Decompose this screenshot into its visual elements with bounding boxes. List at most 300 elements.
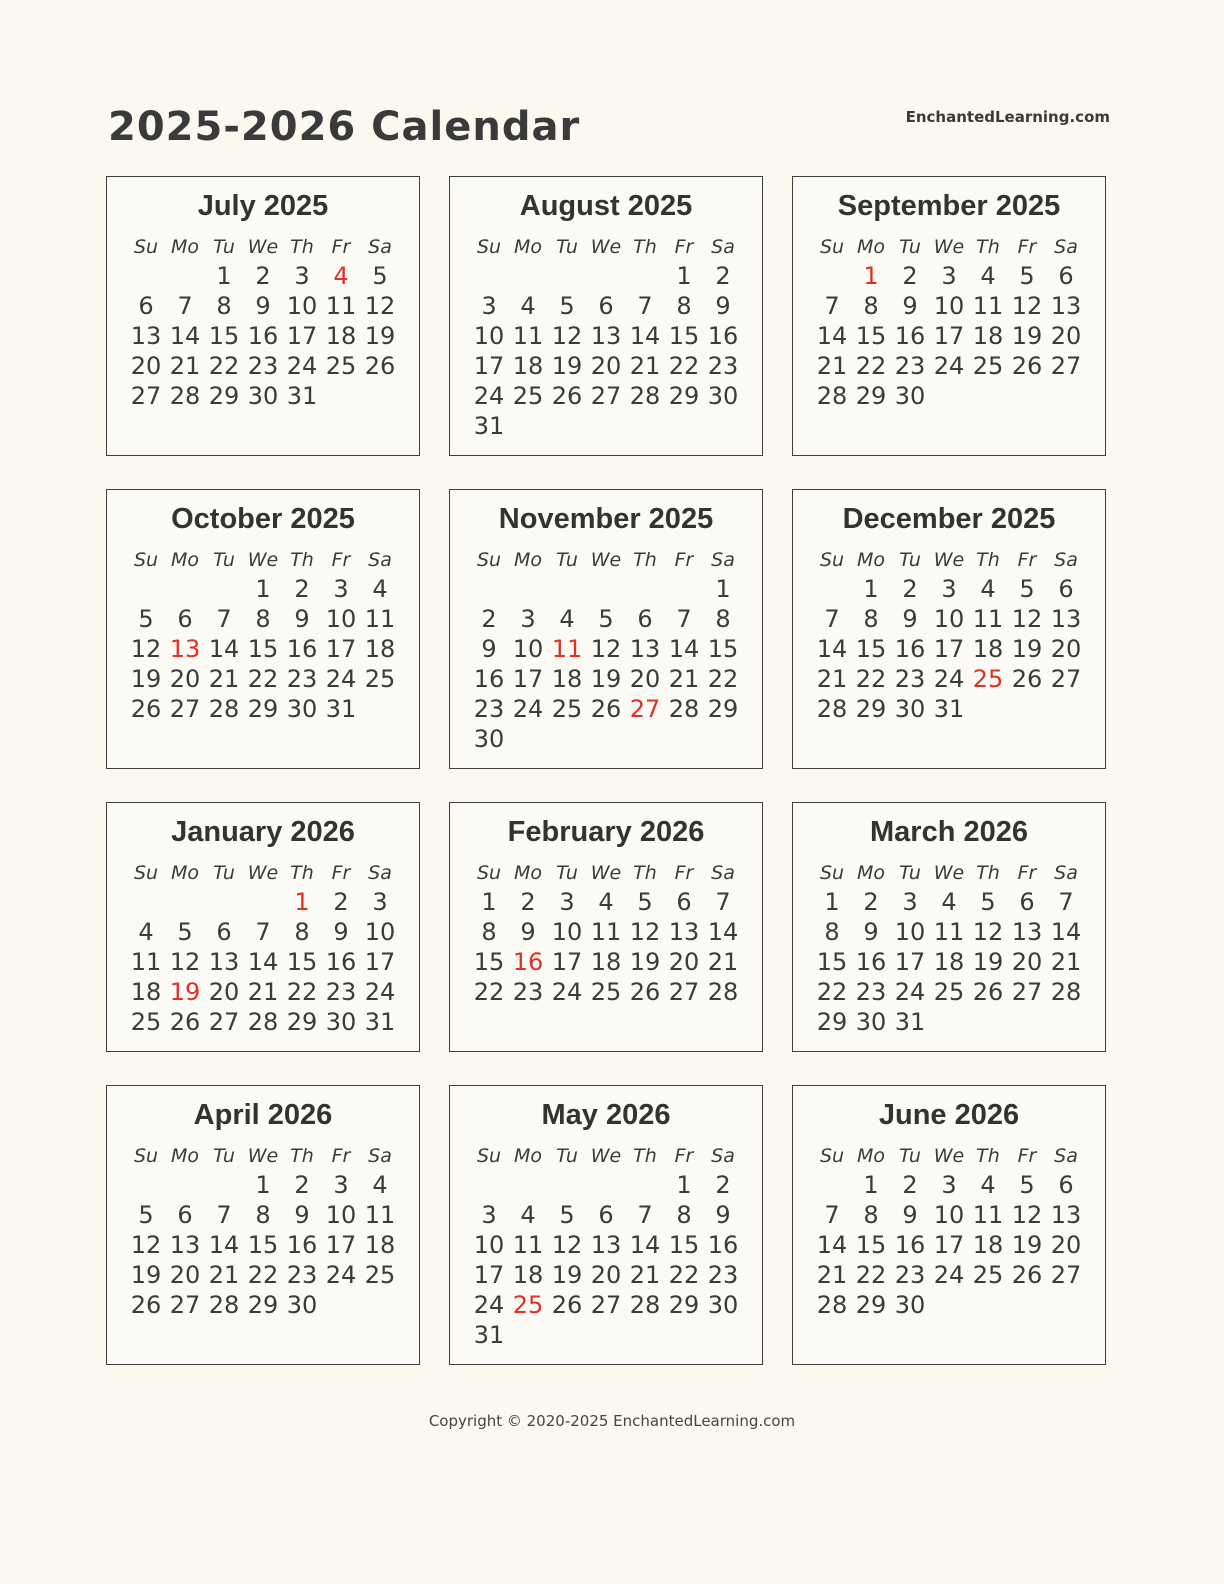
day-cell: 19 [629,948,661,976]
week-row [470,321,743,351]
day-cell: 26 [1011,1261,1043,1289]
day-cell: 11 [972,1201,1004,1229]
day-cell: 6 [1019,888,1035,916]
month-table [127,233,400,411]
day-cell: 2 [294,575,310,603]
weekday-label: Su [819,549,845,571]
day-cell: 2 [520,888,536,916]
day-cell: 15 [668,322,700,350]
week-row [813,261,1086,291]
day-cell: 12 [590,635,622,663]
month-table [470,1142,743,1350]
day-cell: 27 [590,382,622,410]
week-row [813,887,1086,917]
month-october-2025 [106,489,420,769]
day-cell: 28 [1050,978,1082,1006]
day-cell: 5 [138,1201,154,1229]
empty-cell [548,574,587,604]
weekday-label: Su [133,862,159,884]
weekday-label: We [247,862,279,884]
day-cell: 14 [707,918,739,946]
empty-cell [1008,694,1047,724]
day-cell: 5 [1019,1171,1035,1199]
week-row [813,1200,1086,1230]
empty-cell [930,1290,969,1320]
weekday-label: Mo [513,1145,543,1167]
day-cell: 30 [855,1008,887,1036]
weekday-label: Th [290,549,314,571]
week-row [813,947,1086,977]
month-september-2025 [792,176,1106,456]
empty-cell [665,574,704,604]
week-row [470,694,743,724]
weekday-header-row [813,546,1086,574]
day-cell: 9 [294,605,310,633]
month-july-2025 [106,176,420,456]
day-cell: 2 [715,1171,731,1199]
empty-cell [1047,1007,1086,1037]
empty-cell [704,411,743,441]
week-row [127,887,400,917]
months-grid [106,176,1108,1365]
month-november-2025 [449,489,763,769]
empty-cell [322,1290,361,1320]
holiday-day-cell: 1 [863,262,879,290]
day-cell: 2 [902,575,918,603]
day-cell: 26 [551,382,583,410]
week-row [813,351,1086,381]
empty-cell [205,574,244,604]
empty-cell [361,1290,400,1320]
day-cell: 3 [520,605,536,633]
day-cell: 30 [894,382,926,410]
day-cell: 28 [816,695,848,723]
day-cell: 28 [668,695,700,723]
empty-cell [813,261,852,291]
month-april-2026 [106,1085,420,1365]
day-cell: 27 [1050,1261,1082,1289]
day-cell: 7 [715,888,731,916]
day-cell: 6 [138,292,154,320]
empty-cell [127,574,166,604]
day-cell: 11 [512,1231,544,1259]
day-cell: 20 [1050,322,1082,350]
week-row [470,351,743,381]
day-cell: 23 [512,978,544,1006]
empty-cell [813,1170,852,1200]
empty-cell [626,411,665,441]
day-cell: 14 [208,635,240,663]
month-table [470,859,743,1007]
day-cell: 18 [364,1231,396,1259]
day-cell: 10 [473,1231,505,1259]
day-cell: 16 [286,1231,318,1259]
day-cell: 13 [590,1231,622,1259]
day-cell: 12 [551,322,583,350]
day-cell: 2 [902,262,918,290]
empty-cell [1047,381,1086,411]
weekday-label: Tu [556,549,578,571]
weekday-label: Fr [1017,1145,1037,1167]
day-cell: 12 [169,948,201,976]
day-cell: 2 [255,262,271,290]
day-cell: 4 [980,575,996,603]
weekday-label: Su [819,862,845,884]
day-cell: 3 [941,575,957,603]
day-cell: 20 [1050,635,1082,663]
week-row [127,351,400,381]
day-cell: 28 [208,1291,240,1319]
day-cell: 24 [325,665,357,693]
day-cell: 28 [816,382,848,410]
day-cell: 19 [1011,322,1043,350]
day-cell: 12 [1011,292,1043,320]
day-cell: 25 [551,695,583,723]
day-cell: 23 [707,1261,739,1289]
empty-cell [969,1290,1008,1320]
day-cell: 27 [208,1008,240,1036]
month-title: January 2026 [171,816,355,848]
day-cell: 18 [512,1261,544,1289]
empty-cell [1008,1290,1047,1320]
weekday-label: Tu [213,236,235,258]
month-title: August 2025 [519,190,693,222]
day-cell: 20 [668,948,700,976]
day-cell: 29 [855,382,887,410]
weekday-label: Sa [1054,549,1078,571]
day-cell: 11 [972,605,1004,633]
day-cell: 22 [668,1261,700,1289]
day-cell: 27 [1050,352,1082,380]
day-cell: 10 [894,918,926,946]
week-row [470,1170,743,1200]
day-cell: 16 [325,948,357,976]
day-cell: 26 [590,695,622,723]
day-cell: 25 [590,978,622,1006]
week-row [127,694,400,724]
day-cell: 5 [372,262,388,290]
empty-cell [509,1320,548,1350]
day-cell: 8 [863,1201,879,1229]
day-cell: 5 [559,1201,575,1229]
week-row [470,1290,743,1320]
weekday-label: Su [819,1145,845,1167]
weekday-label: We [247,1145,279,1167]
day-cell: 9 [863,918,879,946]
week-row [127,947,400,977]
weekday-label: Su [133,236,159,258]
weekday-label: Th [290,236,314,258]
weekday-label: Mo [170,549,200,571]
day-cell: 23 [894,352,926,380]
day-cell: 14 [629,322,661,350]
day-cell: 1 [676,1171,692,1199]
day-cell: 10 [473,322,505,350]
day-cell: 27 [1050,665,1082,693]
weekday-label: Th [633,862,657,884]
weekday-label: Fr [331,1145,351,1167]
day-cell: 18 [130,978,162,1006]
day-cell: 2 [715,262,731,290]
empty-cell [587,1170,626,1200]
day-cell: 18 [972,322,1004,350]
weekday-label: Tu [899,549,921,571]
empty-cell [704,724,743,754]
day-cell: 19 [1011,1231,1043,1259]
day-cell: 23 [855,978,887,1006]
day-cell: 23 [247,352,279,380]
day-cell: 28 [816,1291,848,1319]
day-cell: 12 [1011,1201,1043,1229]
day-cell: 31 [473,412,505,440]
day-cell: 28 [707,978,739,1006]
day-cell: 19 [130,665,162,693]
day-cell: 21 [208,1261,240,1289]
day-cell: 9 [902,1201,918,1229]
day-cell: 30 [286,1291,318,1319]
day-cell: 17 [933,635,965,663]
day-cell: 24 [933,1261,965,1289]
day-cell: 28 [169,382,201,410]
empty-cell [361,381,400,411]
week-row [813,917,1086,947]
day-cell: 15 [473,948,505,976]
day-cell: 22 [247,1261,279,1289]
weekday-label: Tu [556,862,578,884]
weekday-label: Th [633,236,657,258]
weekday-label: Tu [556,1145,578,1167]
day-cell: 30 [707,1291,739,1319]
week-row [470,977,743,1007]
empty-cell [930,1007,969,1037]
empty-cell [587,411,626,441]
weekday-label: Fr [674,1145,694,1167]
week-row [470,917,743,947]
day-cell: 14 [629,1231,661,1259]
weekday-label: Mo [170,236,200,258]
weekday-label: Sa [711,1145,735,1167]
day-cell: 15 [247,1231,279,1259]
empty-cell [548,1320,587,1350]
day-cell: 23 [894,665,926,693]
weekday-label: We [590,549,622,571]
day-cell: 16 [286,635,318,663]
day-cell: 13 [169,1231,201,1259]
day-cell: 24 [933,352,965,380]
empty-cell [361,694,400,724]
day-cell: 14 [208,1231,240,1259]
weekday-label: Mo [856,1145,886,1167]
empty-cell [626,1170,665,1200]
day-cell: 22 [473,978,505,1006]
day-cell: 6 [216,918,232,946]
empty-cell [470,261,509,291]
day-cell: 5 [177,918,193,946]
weekday-label: We [933,862,965,884]
week-row [813,1170,1086,1200]
weekday-label: Su [133,1145,159,1167]
weekday-label: Sa [711,862,735,884]
day-cell: 22 [855,352,887,380]
week-row [470,381,743,411]
weekday-label: Th [290,862,314,884]
day-cell: 15 [816,948,848,976]
holiday-day-cell: 13 [169,635,201,663]
day-cell: 15 [855,322,887,350]
week-row [813,634,1086,664]
weekday-label: Tu [213,549,235,571]
empty-cell [509,261,548,291]
weekday-label: Mo [513,236,543,258]
weekday-label: Fr [1017,549,1037,571]
weekday-header-row [813,859,1086,887]
day-cell: 2 [481,605,497,633]
weekday-header-row [127,1142,400,1170]
day-cell: 7 [637,1201,653,1229]
weekday-label: Su [476,862,502,884]
week-row [813,291,1086,321]
day-cell: 10 [933,292,965,320]
month-table [470,546,743,754]
day-cell: 12 [364,292,396,320]
week-row [813,664,1086,694]
day-cell: 1 [216,262,232,290]
day-cell: 16 [855,948,887,976]
month-august-2025 [449,176,763,456]
weekday-label: We [590,1145,622,1167]
day-cell: 21 [169,352,201,380]
day-cell: 21 [1050,948,1082,976]
day-cell: 30 [247,382,279,410]
empty-cell [205,887,244,917]
empty-cell [127,887,166,917]
empty-cell [930,381,969,411]
day-cell: 20 [590,1261,622,1289]
day-cell: 21 [816,665,848,693]
day-cell: 11 [590,918,622,946]
empty-cell [587,724,626,754]
day-cell: 15 [668,1231,700,1259]
day-cell: 21 [208,665,240,693]
day-cell: 5 [559,292,575,320]
day-cell: 10 [325,1201,357,1229]
day-cell: 13 [590,322,622,350]
day-cell: 9 [715,1201,731,1229]
day-cell: 21 [247,978,279,1006]
day-cell: 3 [481,292,497,320]
day-cell: 24 [286,352,318,380]
day-cell: 18 [972,1231,1004,1259]
day-cell: 26 [130,1291,162,1319]
day-cell: 20 [590,352,622,380]
day-cell: 16 [894,1231,926,1259]
month-june-2026 [792,1085,1106,1365]
week-row [127,1230,400,1260]
day-cell: 25 [512,382,544,410]
day-cell: 26 [364,352,396,380]
empty-cell [587,574,626,604]
empty-cell [587,1320,626,1350]
day-cell: 15 [855,1231,887,1259]
holiday-day-cell: 4 [333,262,349,290]
empty-cell [626,724,665,754]
day-cell: 1 [824,888,840,916]
weekday-label: Mo [513,549,543,571]
day-cell: 6 [1058,262,1074,290]
empty-cell [626,574,665,604]
empty-cell [509,724,548,754]
weekday-label: We [933,236,965,258]
weekday-label: Mo [856,236,886,258]
empty-cell [665,724,704,754]
day-cell: 3 [559,888,575,916]
empty-cell [665,411,704,441]
day-cell: 19 [551,1261,583,1289]
weekday-label: Mo [170,862,200,884]
day-cell: 29 [286,1008,318,1036]
day-cell: 12 [629,918,661,946]
day-cell: 25 [364,1261,396,1289]
day-cell: 22 [855,1261,887,1289]
month-table [127,1142,400,1320]
day-cell: 24 [551,978,583,1006]
empty-cell [166,574,205,604]
weekday-label: Mo [513,862,543,884]
day-cell: 17 [473,1261,505,1289]
day-cell: 25 [130,1008,162,1036]
weekday-label: Tu [213,862,235,884]
empty-cell [548,411,587,441]
day-cell: 22 [855,665,887,693]
holiday-day-cell: 25 [512,1291,544,1319]
day-cell: 2 [863,888,879,916]
day-cell: 8 [863,605,879,633]
day-cell: 29 [247,695,279,723]
day-cell: 20 [629,665,661,693]
week-row [127,1200,400,1230]
day-cell: 16 [247,322,279,350]
day-cell: 12 [130,635,162,663]
month-table [813,233,1086,411]
day-cell: 6 [177,605,193,633]
day-cell: 12 [130,1231,162,1259]
day-cell: 4 [598,888,614,916]
week-row [470,1260,743,1290]
empty-cell [548,261,587,291]
weekday-label: Tu [899,1145,921,1167]
weekday-header-row [813,233,1086,261]
month-table [813,546,1086,724]
day-cell: 7 [824,292,840,320]
day-cell: 8 [676,292,692,320]
weekday-label: Su [819,236,845,258]
day-cell: 17 [933,322,965,350]
day-cell: 7 [216,605,232,633]
week-row [470,1200,743,1230]
day-cell: 27 [169,1291,201,1319]
month-title: July 2025 [197,190,329,222]
site-link[interactable]: EnchantedLearning.com [905,108,1110,126]
day-cell: 25 [364,665,396,693]
day-cell: 1 [481,888,497,916]
weekday-label: Th [633,1145,657,1167]
day-cell: 12 [972,918,1004,946]
day-cell: 16 [707,1231,739,1259]
weekday-header-row [127,546,400,574]
day-cell: 11 [933,918,965,946]
week-row [813,381,1086,411]
day-cell: 18 [933,948,965,976]
